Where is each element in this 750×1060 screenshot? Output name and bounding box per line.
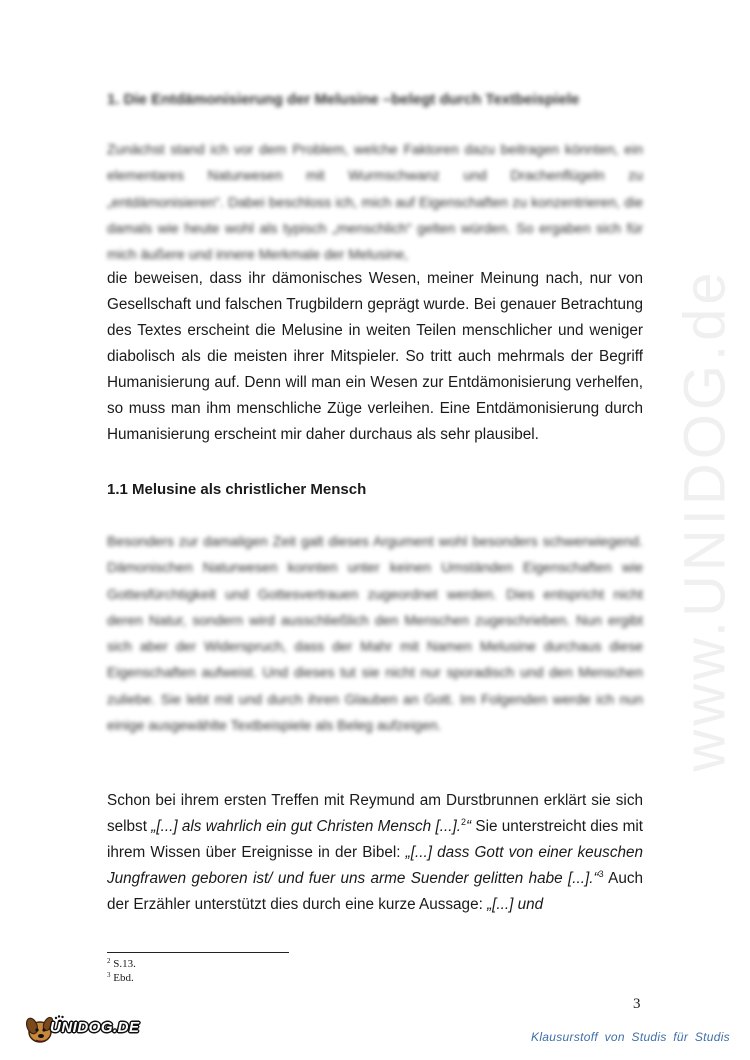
footnotes — [107, 957, 136, 985]
footnote-2 — [107, 957, 136, 971]
para-text: Sie unterstreicht dies mit ihrem Wissen über Ereignisse in der Bibel: — [107, 818, 643, 861]
footnote-ref-2: 2 — [460, 817, 466, 827]
quote-3: „[...] und — [487, 896, 544, 913]
unidog-logo-text: UNIDOG.DE — [50, 1019, 140, 1036]
watermark: www.UNIDOG.de — [672, 268, 738, 772]
section-1-1-paragraph — [107, 788, 643, 918]
footnote-text: S.13. — [113, 958, 136, 970]
footnote-separator — [107, 952, 289, 953]
section-1-1-heading: 1.1 Melusine als christlicher Mensch — [107, 481, 367, 498]
footnote-text: Ebd. — [113, 972, 134, 984]
footnote-3 — [107, 971, 136, 985]
section-1-blurred-paragraph: Zunächst stand ich vor dem Problem, welche Faktoren dazu beitragen könnten, ein elementares Naturwesen mit Wurmschwanz und Drachenflügeln zu „entdämonisieren“. Dabei beschloss ich, mich auf Eigenschaften zu konzentrieren, die damals wie heute wohl als typisch „menschlich“ gelten würden. So ergaben sich für mich äußere und innere Merkmale der Melusine, — [107, 141, 643, 263]
footnote-number: 2 — [107, 957, 111, 965]
footnote-number: 3 — [107, 971, 111, 979]
para-text: Schon bei ihrem ersten Treffen mit Reymund am Durstbrunnen erklärt sie sich selbst — [107, 792, 643, 835]
para-text: Auch der Erzähler unterstützt dies durch eine kurze Aussage: — [107, 870, 643, 913]
section-1-heading: 1. Die Entdämonisierung der Melusine –belegt durch Textbeispiele — [107, 91, 580, 108]
footer-tagline: Klausurstoff von Studis für Studis — [531, 1030, 730, 1044]
footnote-ref-3: 3 — [598, 869, 604, 879]
page-number: 3 — [633, 996, 641, 1012]
quote-2: „[...] dass Gott von einer keuschen Jungfrawen geboren ist/ und fuer uns arme Suender gelitten habe [...].“ — [107, 844, 643, 887]
section-1-1-blurred-paragraph: Besonders zur damaligen Zeit galt dieses Argument wohl besonders schwerwiegend. Dämonischen Naturwesen konnten unter keinen Umständen Eigenschaften wie Gottesfürchtigkeit und Gottesvertrauen zugeordnet werden. Dies entspricht nicht deren Natur, sondern wird ausschließlich den Menschen zugeschrieben. Nun ergibt sich aber der Widerspruch, dass der Mahr mit Namen Melusine durchaus diese Eigenschaften aufweist. Und dieses tut sie nicht nur sporadisch und den Menschen zuliebe. Sie lebt mit und durch ihren Glauben an Gott. Im Folgenden werde ich nun einige ausgewählte Textbeispiele als Beleg aufzeigen. — [107, 533, 643, 734]
section-1-paragraph: die beweisen, dass ihr dämonisches Wesen, meiner Meinung nach, nur von Gesellschaft und falschen Trugbildern geprägt wurde. Bei genauer Betrachtung des Textes erscheint die Melusine in weiten Teilen menschlicher und weniger diabolisch als die meisten ihrer Mitspieler. So tritt auch mehrmals der Begriff Humanisierung auf. Denn will man ein Wesen zur Entdämonisierung verhelfen, so muss man ihm menschliche Züge verleihen. Eine Entdämonisierung durch Humanisierung erscheint mir daher durchaus als sehr plausibel. — [107, 270, 643, 443]
quote-1-end: “ — [466, 818, 472, 835]
quote-1: „[...] als wahrlich ein gut Christen Mensch [...]. — [151, 818, 461, 835]
